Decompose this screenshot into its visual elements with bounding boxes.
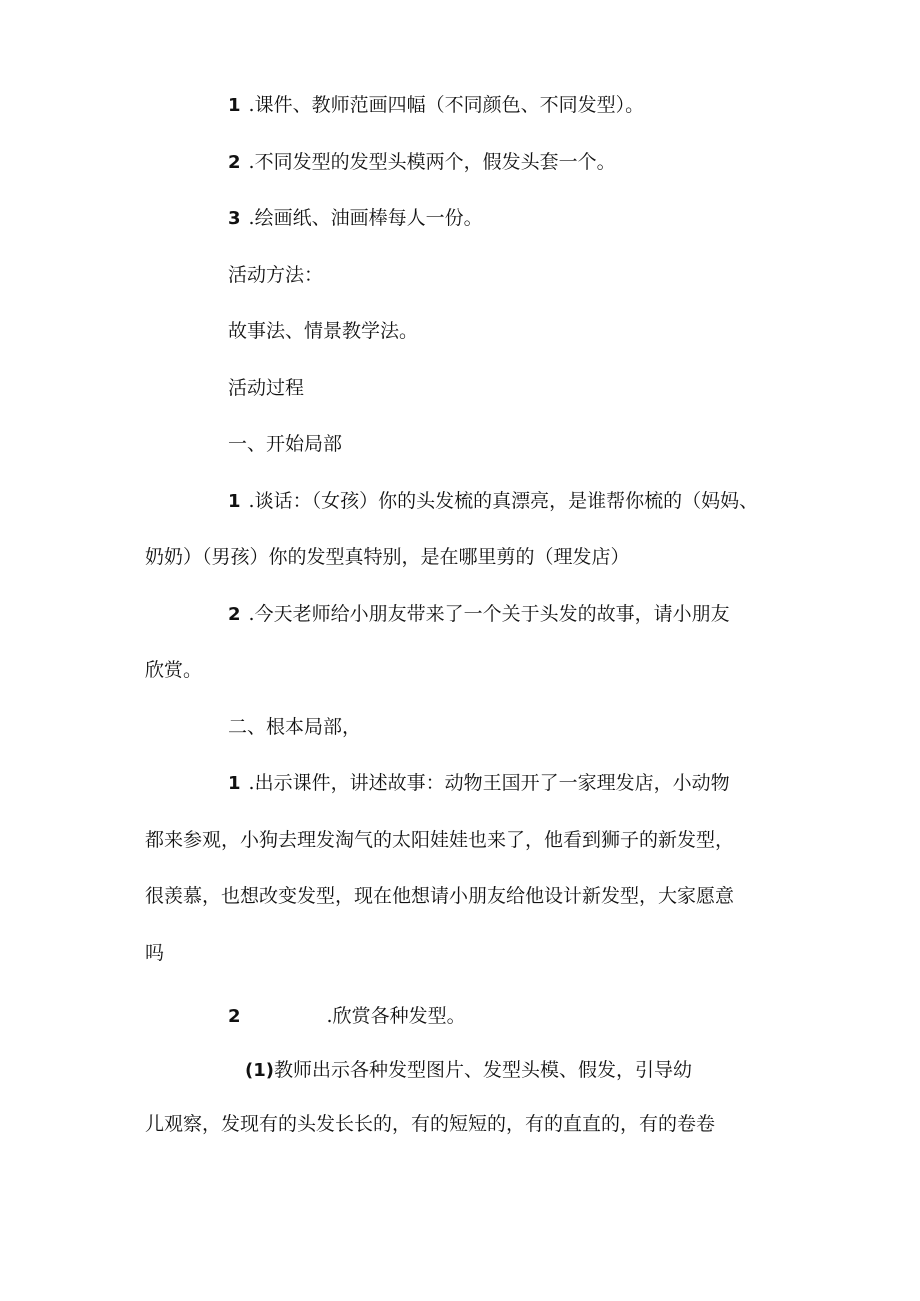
part1-heading: 一、开始局部	[228, 433, 343, 455]
materials-item-3	[228, 204, 483, 233]
process-heading: 活动过程	[228, 377, 305, 399]
item-text: .不同发型的发型头模两个，假发头套一个。	[248, 151, 616, 173]
item-number: (1)	[245, 1060, 274, 1081]
part2-item-1-continuation-2: 很羡慕，也想改变发型，现在他想请小朋友给他设计新发型，大家愿意	[145, 885, 735, 907]
part2-heading: 二、根本局部，	[228, 716, 362, 738]
part1-item-2-continuation: 欣赏。	[145, 659, 203, 681]
item-text: .欣赏各种发型。	[326, 1005, 466, 1027]
part1-item-2	[228, 600, 730, 629]
method-text: 故事法、情景教学法。	[228, 320, 419, 342]
item-text: .绘画纸、油画棒每人一份。	[248, 207, 483, 229]
part1-item-1	[228, 487, 758, 516]
item-text: .谈话：（女孩）你的头发梳的真漂亮，是谁帮你梳的（妈妈、	[248, 490, 759, 512]
materials-item-2	[228, 148, 616, 177]
part2-item-1-continuation-3: 吗	[145, 942, 165, 964]
item-number: 3	[228, 208, 241, 229]
item-text: 教师出示各种发型图片、发型头模、假发，引导幼	[273, 1059, 692, 1081]
item-number: 2	[228, 152, 241, 173]
part2-item-1-continuation-1: 都来参观，小狗去理发淘气的太阳娃娃也来了，他看到狮子的新发型，	[145, 829, 735, 851]
item-number: 1	[228, 95, 241, 116]
materials-item-1	[228, 91, 644, 120]
item-number: 1	[228, 491, 241, 512]
item-text: .今天老师给小朋友带来了一个关于头发的故事，请小朋友	[248, 603, 730, 625]
part2-item-2-sub-1	[245, 1056, 692, 1085]
item-number: 2	[228, 1006, 241, 1027]
part1-item-1-continuation: 奶奶）（男孩）你的发型真特别，是在哪里剪的（理发店）	[145, 546, 630, 568]
part2-item-2-sub-1-continuation: 儿观察，发现有的头发长长的，有的短短的，有的直直的，有的卷卷	[145, 1113, 716, 1135]
part2-item-2	[228, 1002, 466, 1031]
part2-item-1	[228, 769, 730, 798]
item-number: 2	[228, 604, 241, 625]
item-text: .课件、教师范画四幅（不同颜色、不同发型）。	[248, 94, 645, 116]
item-text: .出示课件，讲述故事：动物王国开了一家理发店，小动物	[248, 772, 730, 794]
method-heading: 活动方法：	[228, 264, 324, 286]
item-number: 1	[228, 773, 241, 794]
